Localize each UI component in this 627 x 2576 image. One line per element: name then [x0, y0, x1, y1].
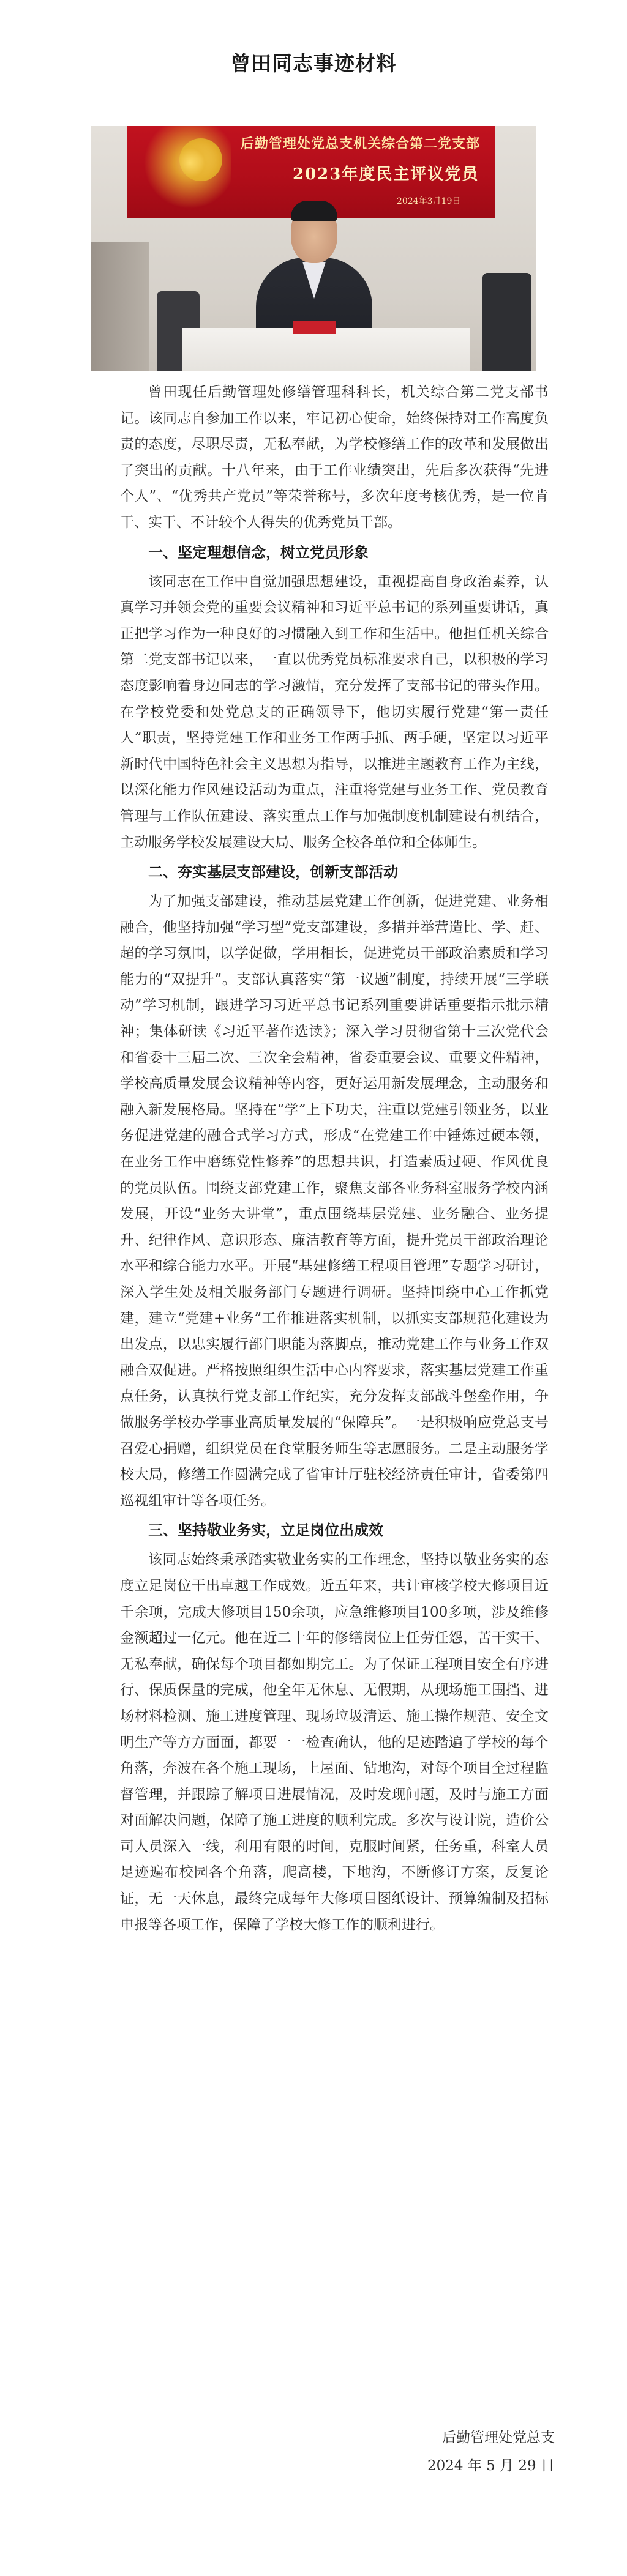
section-heading-3: 三、坚持敬业务实，立足岗位出成效 — [148, 1521, 383, 1539]
intro-paragraph: 曾田现任后勤管理处修缮管理科科长，机关综合第二党支部书记。该同志自参加工作以来，牢记初心使命，始终保持对工作高度负责的态度，尽职尽责，无私奉献，为学校修缮工作的改革和发展做出了突出的贡献。十八年来，由于工作业绩突出，先后多次获得“先进个人”、“优秀共产党员”等荣誉称号，多次年度考核优秀，是一位肯干、实干、不计较个人得失的优秀党员干部。 — [120, 384, 549, 530]
meeting-photo — [91, 126, 536, 371]
section-heading-2: 二、夯实基层支部建设，创新支部活动 — [148, 863, 398, 881]
section-3-paragraph: 该同志始终秉承踏实敬业务实的工作理念，坚持以敬业务实的态度立足岗位干出卓越工作成效。近五年来，共计审核学校大修项目近千余项，完成大修项目150余项，应急维修项目100多项，涉及维修金额超过一亿元。他在近二十年的修缮岗位上任劳任怨，苦干实干、无私奉献，确保每个项目都如期完工。为了保证工程项目安全有序进行、保质保量的完成，他全年无休息、无假期，从现场施工围挡、进场材料检测、施工进度管理、现场垃圾清运、施工操作规范、安全文明生产等方方面面，都要一一检查确认，他的足迹踏遍了学校的每个角落，奔波在各个施工现场，上屋面、钻地沟，对每个项目全过程监督管理，并跟踪了解项目进展情况，及时发现问题，及时与施工方面对面解决问题，保障了施工进度的顺利完成。多次与设计院，造价公司人员深入一线，利用有限的时间，克服时间紧，任务重，科室人员足迹遍布校园各个角落，爬高楼，下地沟，不断修订方案，反复论证，无一天休息，最终完成每年大修项目图纸设计、预算编制及招标申报等各项工作，保障了学校大修工作的顺利进行。 — [120, 1552, 549, 1933]
page-title: 曾田同志事迹材料 — [230, 51, 397, 75]
article-body — [120, 379, 549, 1938]
photo-cabinet — [91, 242, 149, 371]
banner-line1: 后勤管理处党总支机关综合第二党支部 — [241, 136, 481, 152]
photo-desk — [182, 328, 470, 371]
photo-person-hair — [291, 201, 337, 221]
photo-nameplate — [293, 321, 336, 334]
photo-chair-right — [482, 273, 531, 371]
banner-line2: 2023年度民主评议党员 — [293, 165, 479, 184]
signature-org: 后勤管理处党总支 — [442, 2430, 555, 2446]
signature-date: 2024 年 5 月 29 日 — [427, 2458, 555, 2474]
section-1-paragraph: 该同志在工作中自觉加强思想建设，重视提高自身政治素养，认真学习并领会党的重要会议精神和习近平总书记的系列重要讲话，真正把学习作为一种良好的习惯融入到工作和生活中。他担任机关综合第二党支部书记以来，一直以优秀党员标准要求自己，以积极的学习态度影响着身边同志的学习激情，充分发挥了支部书记的带头作用。在学校党委和处党总支的正确领导下，他切实履行党建“第一责任人”职责，坚持党建工作和业务工作两手抓、两手硬，坚定以习近平新时代中国特色社会主义思想为指导，以推进主题教育工作为主线，以深化能力作风建设活动为重点，注重将党建与业务工作、党员教育管理与工作队伍建设、落实重点工作与加强制度机制建设有机结合，主动服务学校发展建设大局、服务全校各单位和全体师生。 — [120, 573, 549, 851]
banner-date: 2024年3月19日 — [397, 196, 461, 206]
party-emblem-icon — [179, 138, 222, 181]
signature-block — [427, 2424, 555, 2480]
section-2-paragraph: 为了加强支部建设，推动基层党建工作创新，促进党建、业务相融合，他坚持加强“学习型”党支部建设，多措并举营造比、学、赶、超的学习氛围，以学促做，学用相长，促进党员干部政治素质和学习能力的“双提升”。支部认真落实“第一议题”制度，持续开展“三学联动”学习机制，跟进学习习近平总书记系列重要讲话重要指示批示精神；集体研读《习近平著作选读》；深入学习贯彻省第十三次党代会和省委十三届二次、三次全会精神，省委重要会议、重要文件精神，学校高质量发展会议精神等内容，更好运用新发展理念，主动服务和融入新发展格局。坚持在“学”上下功夫，注重以党建引领业务，以业务促进党建的融合式学习方式，形成“在党建工作中锤炼过硬本领，在业务工作中磨练党性修养”的思想共识，打造素质过硬、作风优良的党员队伍。围绕支部党建工作，聚焦支部各业务科室服务学校内涵发展，开设“业务大讲堂”，重点围绕基层党建、业务融合、业务提升、纪律作风、意识形态、廉洁教育等方面，提升党员干部政治理论水平和综合能力水平。开展“基建修缮工程项目管理”专题学习研讨，深入学生处及相关服务部门专题进行调研。坚持围绕中心工作抓党建，建立“党建+业务”工作推进落实机制，以抓实支部规范化建设为出发点，以忠实履行部门职能为落脚点，推动党建工作与业务工作双融合双促进。严格按照组织生活中心内容要求，落实基层党建工作重点任务，认真执行党支部工作纪实，充分发挥支部战斗堡垒作用，争做服务学校办学事业高质量发展的“保障兵”。一是积极响应党总支号召爱心捐赠，组织党员在食堂服务师生等志愿服务。二是主动服务学校大局，修缮工作圆满完成了省审计厅驻校经济责任审计，省委第四巡视组审计等各项任务。 — [120, 893, 549, 1509]
section-heading-1: 一、坚定理想信念，树立党员形象 — [148, 543, 369, 561]
